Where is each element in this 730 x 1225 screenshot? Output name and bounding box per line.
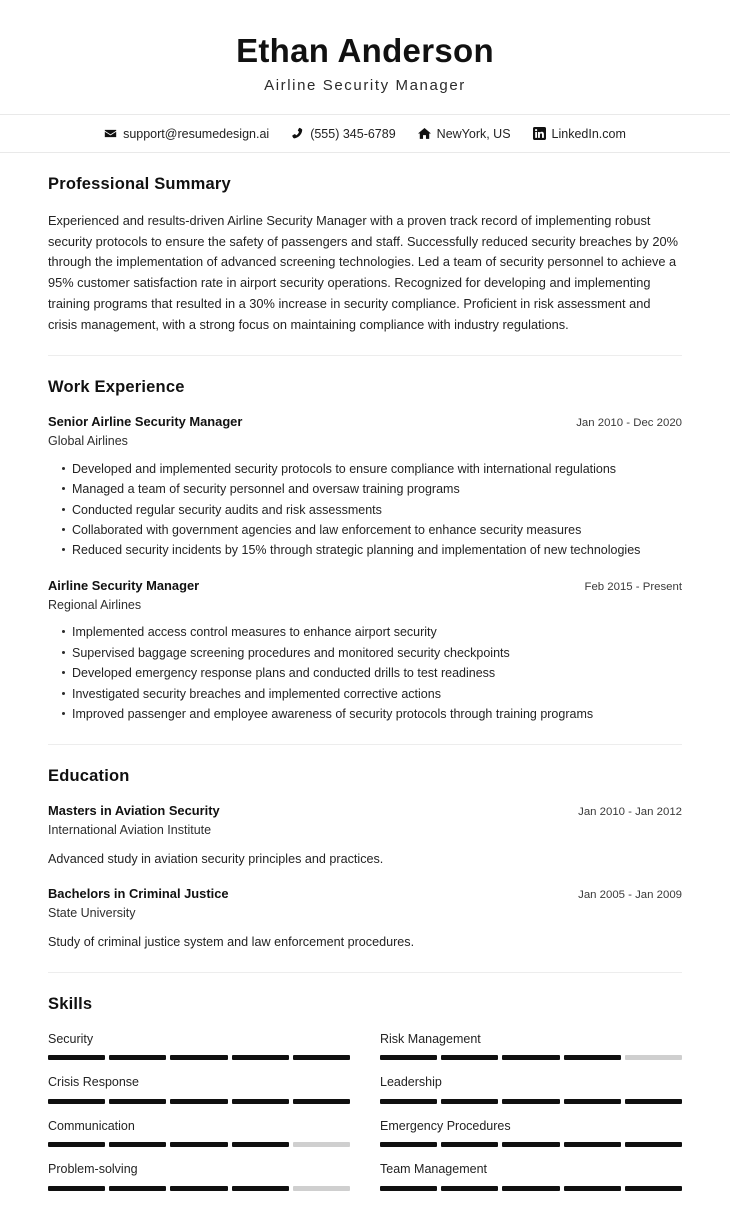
section-work-experience [48,356,682,744]
work-entry-date: Feb 2015 - Present [584,580,682,593]
skills-grid [48,1031,682,1205]
skill-level-bar [380,1186,682,1191]
resume-header [0,0,730,114]
list-item: Investigated security breaches and implemented corrective actions [48,684,682,704]
skill-segment [109,1055,166,1060]
skill-item [380,1118,682,1162]
envelope-icon [104,127,117,140]
skill-item [48,1031,350,1075]
work-entry [48,578,682,725]
work-entry-date: Jan 2010 - Dec 2020 [576,417,682,430]
skill-segment [109,1142,166,1147]
list-item: Managed a team of security personnel and oversaw training programs [48,479,682,499]
contact-phone-label: (555) 345-6789 [310,126,396,141]
section-skills [48,973,682,1225]
work-entry-head [48,578,682,595]
skill-segment [625,1055,682,1060]
skill-label: Risk Management [380,1031,481,1046]
education-degree: Masters in Aviation Security [48,803,220,819]
skill-level-bar [48,1099,350,1104]
section-title-skills: Skills [48,994,93,1013]
education-entry-head [48,886,682,903]
contact-location-label: NewYork, US [436,126,511,141]
skill-level-bar [48,1186,350,1191]
skill-item [48,1074,350,1118]
skill-segment [170,1142,227,1147]
skill-segment [48,1055,105,1060]
education-school: State University [48,905,136,920]
skill-level-bar [48,1142,350,1147]
contact-email[interactable] [104,127,269,141]
skill-segment [380,1142,437,1147]
skill-segment [293,1142,350,1147]
work-entry-org: Global Airlines [48,434,128,449]
skill-segment [564,1055,621,1060]
linkedin-icon [533,127,546,140]
work-entry-role: Airline Security Manager [48,577,200,593]
skill-label: Crisis Response [48,1075,140,1090]
skill-segment [564,1099,621,1104]
education-degree: Bachelors in Criminal Justice [48,886,229,902]
skill-label: Leadership [380,1075,442,1090]
education-description: Study of criminal justice system and law enforcement procedures. [48,934,415,949]
education-school: International Aviation Institute [48,823,212,838]
skill-segment [48,1142,105,1147]
list-item: Conducted regular security audits and risk assessments [48,500,682,520]
skill-level-bar [380,1055,682,1060]
skill-segment [380,1099,437,1104]
skill-label: Security [48,1031,94,1046]
skill-segment [293,1055,350,1060]
skill-segment [564,1186,621,1191]
list-item: Developed and implemented security protocols to ensure compliance with international regulations [48,459,682,479]
work-entry-bullets [48,622,682,724]
skill-segment [170,1186,227,1191]
skill-segment [564,1142,621,1147]
candidate-name: Ethan Anderson [236,32,494,69]
contact-email-label: support@resumedesign.ai [123,126,270,141]
education-date: Jan 2005 - Jan 2009 [578,889,682,902]
skill-segment [441,1055,498,1060]
list-item: Supervised baggage screening procedures and monitored security checkpoints [48,643,682,663]
work-entry-bullets [48,459,682,561]
skill-segment [625,1142,682,1147]
skill-segment [502,1055,559,1060]
section-education [48,745,682,972]
skill-segment [502,1142,559,1147]
skill-segment [48,1186,105,1191]
section-professional-summary [48,153,682,355]
list-item: Implemented access control measures to enhance airport security [48,622,682,642]
skill-segment [441,1142,498,1147]
skill-segment [380,1186,437,1191]
education-description: Advanced study in aviation security principles and practices. [48,851,384,866]
skill-segment [109,1186,166,1191]
skill-segment [625,1099,682,1104]
home-icon [418,127,431,140]
work-entry-role: Senior Airline Security Manager [48,414,243,430]
education-entry [48,886,682,952]
skill-segment [293,1099,350,1104]
skill-item [48,1118,350,1162]
skill-level-bar [48,1055,350,1060]
skill-segment [232,1186,289,1191]
skill-item [380,1074,682,1118]
list-item: Collaborated with government agencies and law enforcement to enhance security measures [48,520,682,540]
education-entry [48,803,682,869]
skill-item [380,1031,682,1075]
contact-phone[interactable] [291,127,395,141]
skill-segment [625,1186,682,1191]
skill-segment [170,1099,227,1104]
skill-segment [232,1099,289,1104]
section-title-work-experience: Work Experience [48,378,185,397]
skill-segment [380,1055,437,1060]
resume-body [0,153,730,1225]
contact-linkedin-label: LinkedIn.com [551,126,626,141]
education-date: Jan 2010 - Jan 2012 [578,806,682,819]
contact-location[interactable] [418,127,511,141]
skill-segment [293,1186,350,1191]
skill-label: Problem-solving [48,1162,138,1177]
summary-text: Experienced and results-driven Airline Security Manager with a proven track record of implementing robust security protocols to ensure the safety of passengers and staff. Successfully reduced security breaches by 20% through the implementation of advanced screening technologies. Led a team of security personnel to achieve a 95% customer satisfaction rate in airport security operations. Recognized for developing and implementing training programs that resulted in a 30% increase in security compliance. Proficient in risk assessment and crisis management, with a strong focus on maintaining compliance with industry regulations. [48,212,678,332]
skill-level-bar [380,1142,682,1147]
skill-segment [441,1099,498,1104]
skill-segment [502,1099,559,1104]
education-entry-head [48,803,682,820]
skill-level-bar [380,1099,682,1104]
work-entry [48,414,682,561]
section-title-summary: Professional Summary [48,174,231,193]
skill-item [380,1161,682,1205]
skill-segment [232,1142,289,1147]
skill-label: Team Management [380,1162,488,1177]
skill-label: Communication [48,1118,135,1133]
skill-segment [109,1099,166,1104]
skill-item [48,1161,350,1205]
candidate-job-title: Airline Security Manager [264,76,466,94]
list-item: Reduced security incidents by 15% through strategic planning and implementation of new technologies [48,540,682,560]
list-item: Improved passenger and employee awareness of security protocols through training programs [48,704,682,724]
skill-segment [170,1055,227,1060]
work-entry-org: Regional Airlines [48,597,142,612]
contact-linkedin[interactable] [533,127,626,141]
list-item: Developed emergency response plans and conducted drills to test readiness [48,663,682,683]
contact-bar [0,115,730,152]
phone-icon [291,127,304,140]
skill-segment [48,1099,105,1104]
skill-segment [232,1055,289,1060]
skill-segment [441,1186,498,1191]
section-title-education: Education [48,767,130,786]
work-entry-head [48,414,682,431]
skill-label: Emergency Procedures [380,1118,511,1133]
skill-segment [502,1186,559,1191]
